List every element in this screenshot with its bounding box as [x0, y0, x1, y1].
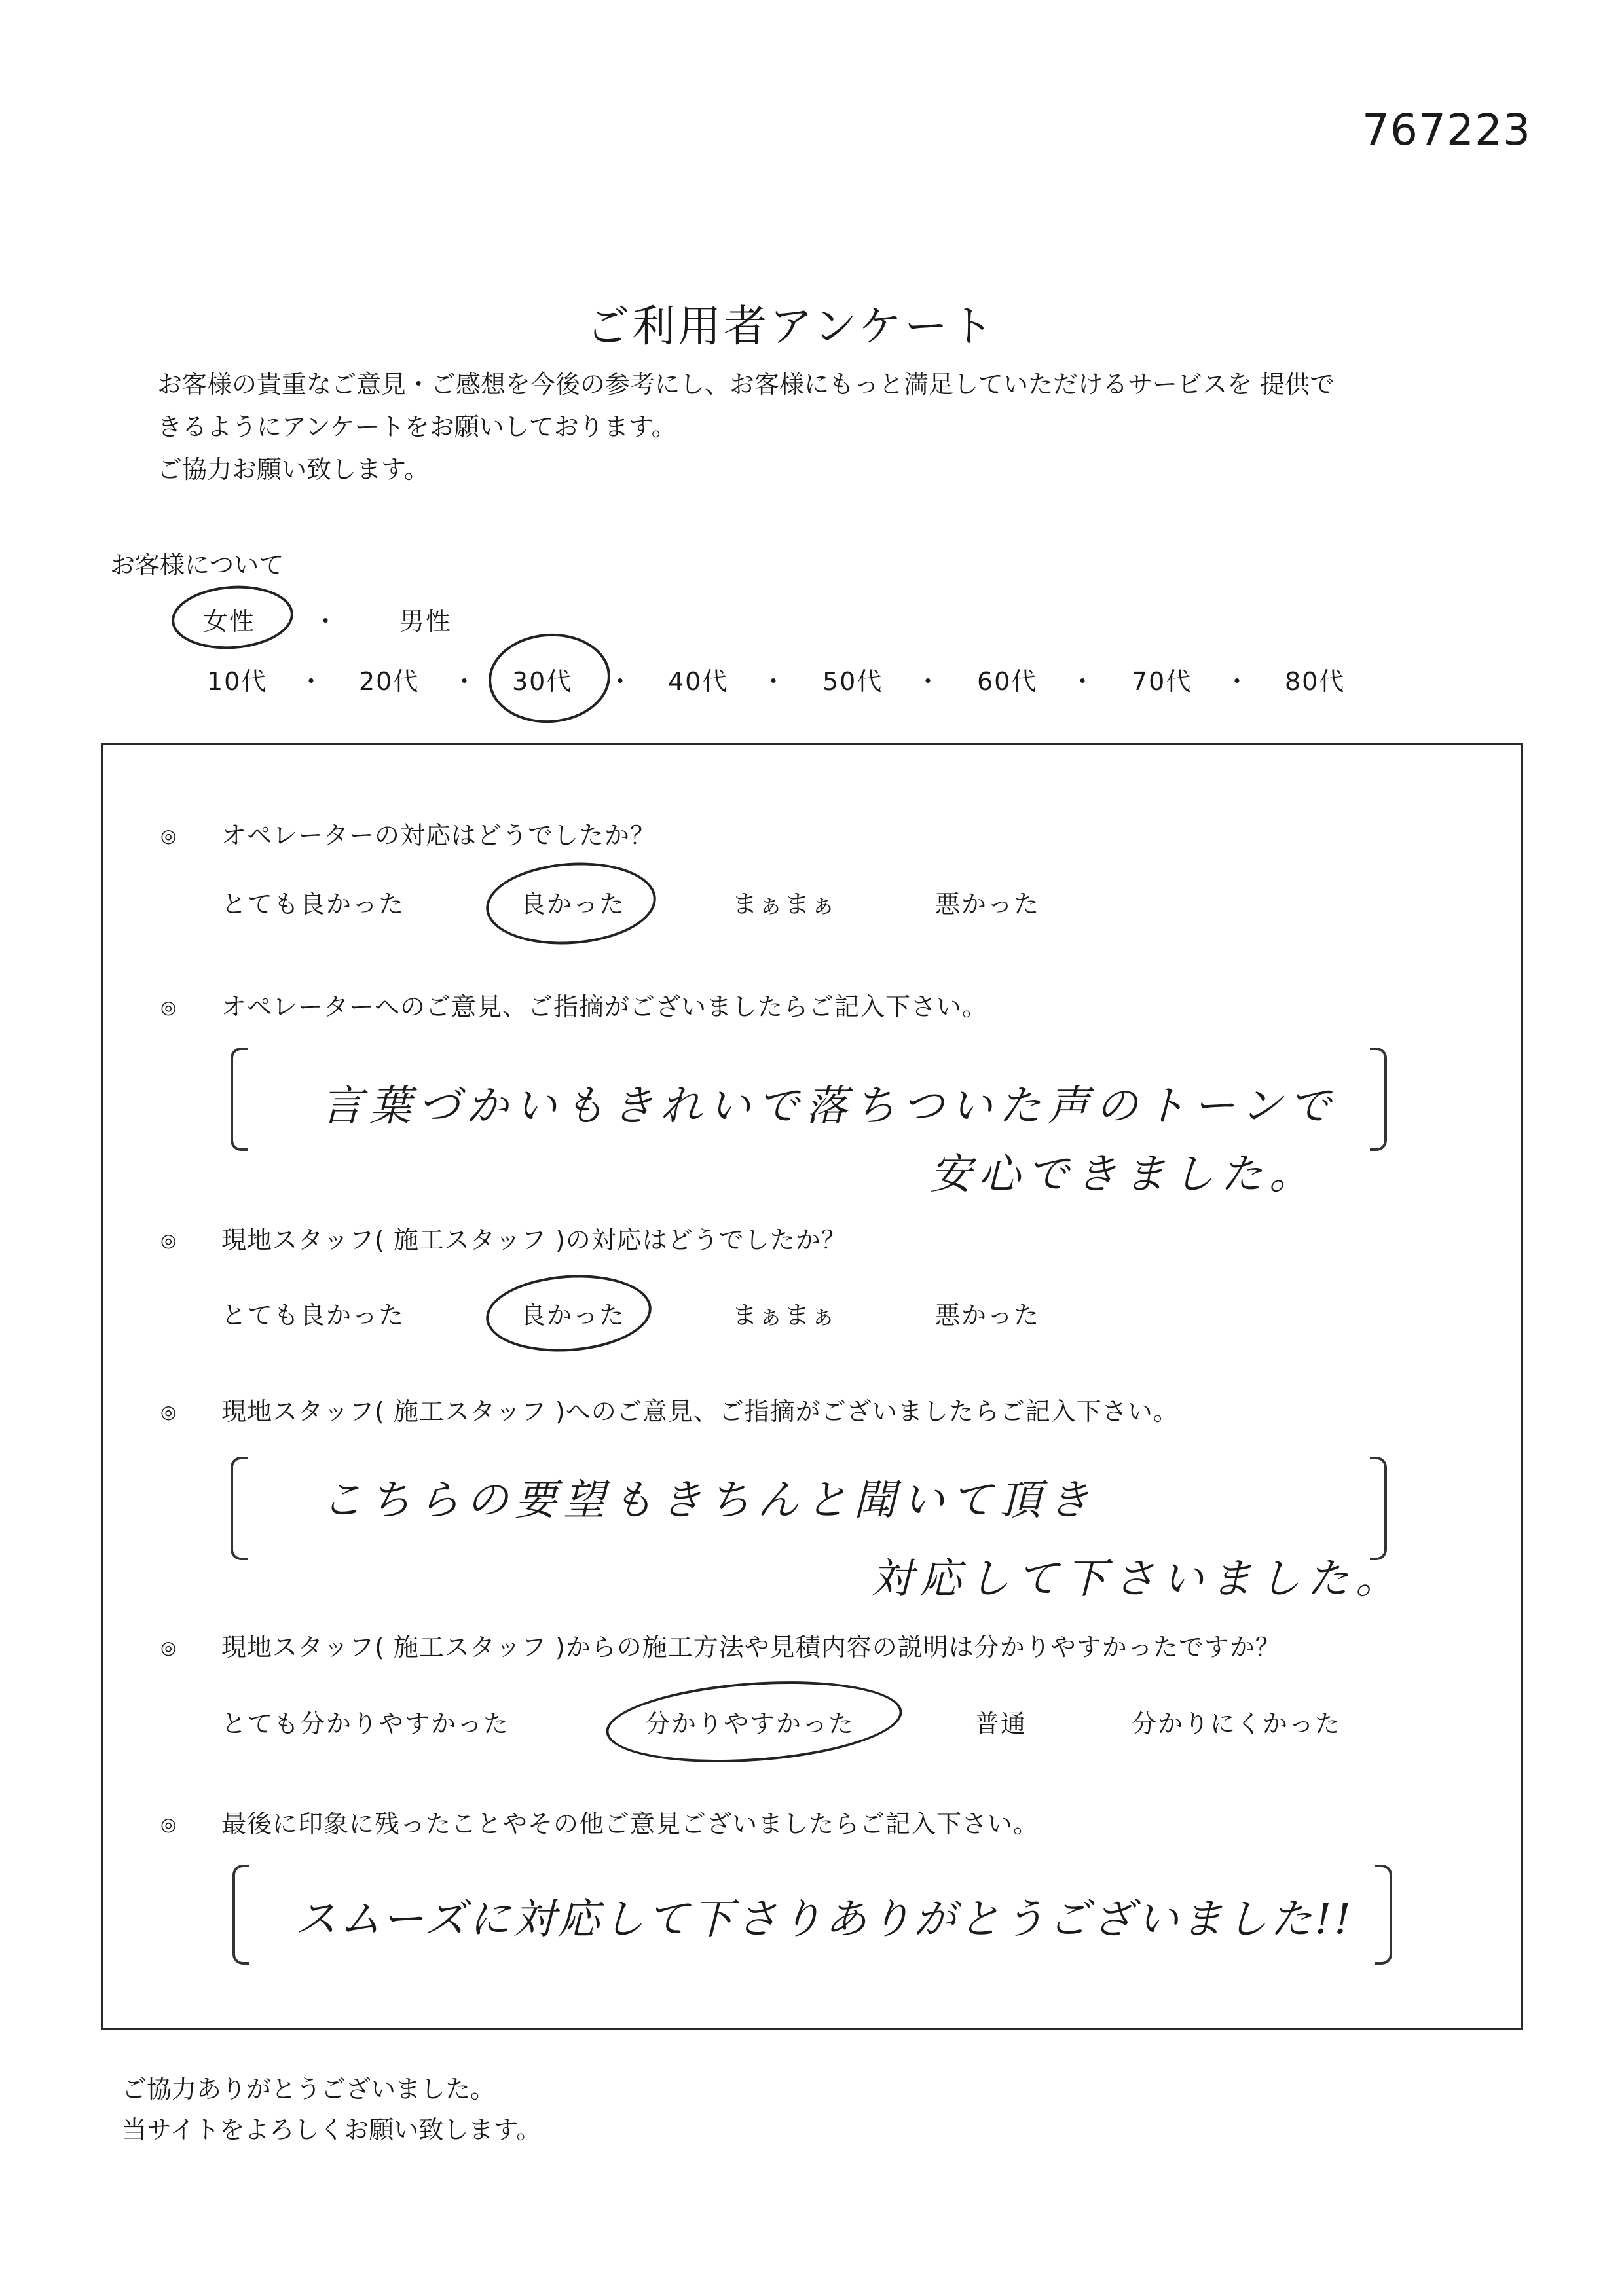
bullet-icon: ◎: [160, 1230, 177, 1251]
separator: ・: [452, 667, 479, 696]
customer-section-label: お客様について: [110, 551, 284, 579]
q6-answer-line-1: スムーズに対応して下さりありがとうございました!!: [295, 1895, 1354, 1944]
page-title: ご利用者アンケート: [586, 301, 997, 352]
gender-option-male[interactable]: 男性: [399, 607, 452, 636]
separator: ・: [1070, 667, 1097, 696]
q1-option-bad[interactable]: 悪かった: [935, 890, 1041, 919]
question-5: 現地スタッフ( 施工スタッフ )からの施工方法や見積内容の説明は分かりやすかったですか？: [221, 1633, 1281, 1662]
footer-thanks: ご協力ありがとうございました。: [122, 2075, 496, 2104]
age-option-50s[interactable]: 50代: [822, 667, 883, 696]
q5-option-very-clear[interactable]: とても分かりやすかった: [221, 1709, 510, 1738]
q5-option-clear[interactable]: 分かりやすかった: [645, 1709, 855, 1738]
document-id: 767223: [1362, 105, 1531, 155]
age-option-60s[interactable]: 60代: [977, 667, 1038, 696]
question-2: オペレーターへのご意見、ご指摘がございましたらご記入下さい。: [221, 993, 988, 1021]
question-6: 最後に印象に残ったことやその他ご意見ございましたらご記入下さい。: [221, 1810, 1039, 1838]
age-option-70s[interactable]: 70代: [1132, 667, 1192, 696]
question-1: オペレーターの対応はどうでしたか？: [221, 821, 656, 850]
intro-line-3: ご協力お願い致します。: [157, 455, 429, 484]
q4-answer-line-1: こちらの要望もきちんと聞いて頂き: [321, 1476, 1096, 1525]
intro-line-2: きるようにアンケートをお願いしております。: [157, 412, 676, 441]
separator: ・: [608, 667, 635, 696]
age-option-80s[interactable]: 80代: [1285, 667, 1346, 696]
age-option-20s[interactable]: 20代: [359, 667, 420, 696]
q3-option-good[interactable]: 良かった: [521, 1301, 626, 1330]
q3-option-very-good[interactable]: とても良かった: [221, 1301, 405, 1330]
q3-option-bad[interactable]: 悪かった: [935, 1301, 1041, 1330]
left-bracket: [231, 1457, 248, 1560]
q3-option-so-so[interactable]: まぁまぁ: [732, 1301, 838, 1330]
age-option-30s[interactable]: 30代: [512, 667, 573, 696]
separator: ・: [313, 607, 340, 636]
selection-circle-age: [485, 630, 613, 727]
separator: ・: [1225, 667, 1251, 696]
bullet-icon: ◎: [160, 1813, 177, 1835]
bullet-icon: ◎: [160, 1401, 177, 1423]
q5-option-normal[interactable]: 普通: [974, 1709, 1027, 1738]
bullet-icon: ◎: [160, 1637, 177, 1658]
right-bracket: [1375, 1865, 1392, 1965]
right-bracket: [1370, 1048, 1387, 1151]
gender-option-female[interactable]: 女性: [203, 607, 256, 636]
q2-answer-line-2: 安心できました。: [930, 1150, 1318, 1199]
bullet-icon: ◎: [160, 996, 177, 1018]
left-bracket: [231, 1048, 248, 1151]
selection-circle-gender: [170, 582, 295, 653]
separator: ・: [761, 667, 788, 696]
q1-option-good[interactable]: 良かった: [521, 890, 626, 919]
q5-option-unclear[interactable]: 分かりにくかった: [1132, 1709, 1342, 1738]
q1-option-so-so[interactable]: まぁまぁ: [732, 890, 838, 919]
question-3: 現地スタッフ( 施工スタッフ )の対応はどうでしたか？: [221, 1226, 847, 1254]
separator: ・: [915, 667, 942, 696]
age-option-10s[interactable]: 10代: [207, 667, 268, 696]
left-bracket: [232, 1865, 249, 1965]
question-4: 現地スタッフ( 施工スタッフ )へのご意見、ご指摘がございましたらご記入下さい。: [221, 1397, 1179, 1426]
bullet-icon: ◎: [160, 825, 177, 847]
footer-regards: 当サイトをよろしくお願い致します。: [122, 2115, 542, 2144]
age-option-40s[interactable]: 40代: [668, 667, 729, 696]
intro-line-1: お客様の貴重なご意見・ご感想を今後の参考にし、お客様にもっと満足していただけるサービスを 提供で: [157, 370, 1335, 399]
q1-option-very-good[interactable]: とても良かった: [221, 890, 405, 919]
q2-answer-line-1: 言葉づかいもきれいで落ちついた声のトーンで: [321, 1082, 1338, 1131]
separator: ・: [299, 667, 325, 696]
q4-answer-line-2: 対応して下さいました。: [871, 1555, 1404, 1603]
